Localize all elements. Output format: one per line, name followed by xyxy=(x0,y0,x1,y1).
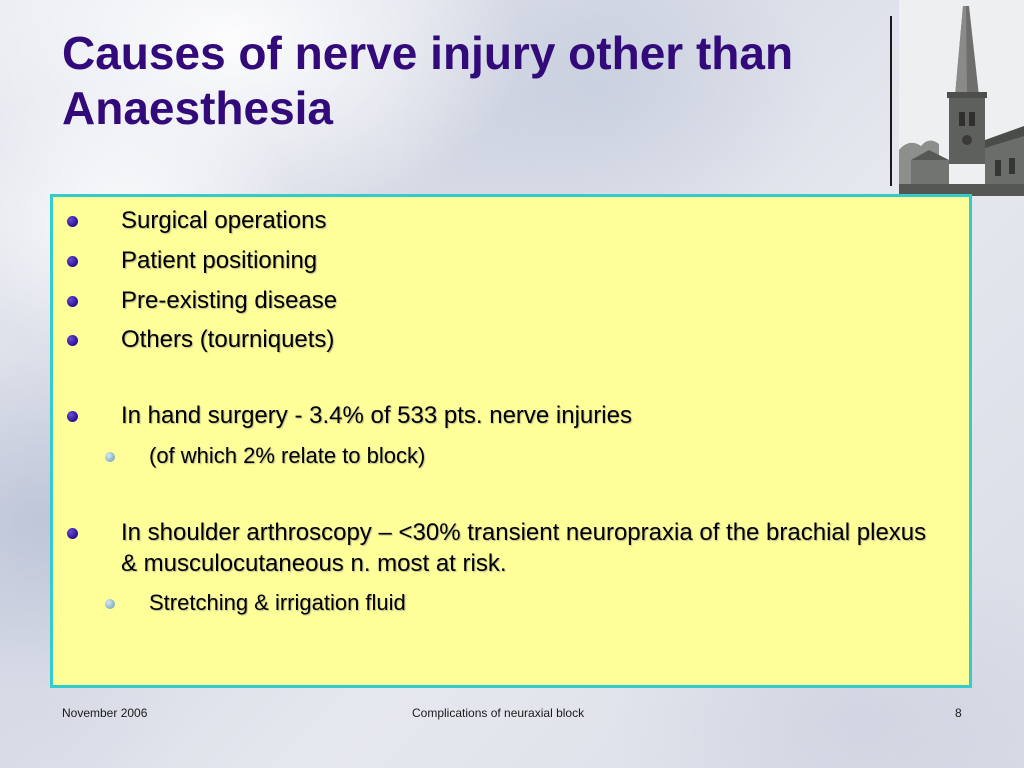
church-spire-photo xyxy=(899,0,1024,196)
sub-bullet-item xyxy=(105,442,945,470)
bullet-text: In shoulder arthroscopy – <30% transient neuropraxia of the brachial plexus & musculocutaneous n. most at risk. xyxy=(121,519,927,577)
sub-bullet-icon xyxy=(105,452,115,462)
bullet-icon xyxy=(67,335,78,346)
page-number: 8 xyxy=(955,706,962,720)
bullet-icon xyxy=(67,256,78,267)
bullet-icon xyxy=(67,528,78,539)
bullet-item xyxy=(67,245,947,276)
sub-bullet-text: Stretching & irrigation fluid xyxy=(149,590,406,615)
bullet-text: Pre-existing disease xyxy=(121,287,338,314)
footer-title: Complications of neuraxial block xyxy=(412,706,585,720)
bullet-item xyxy=(67,517,947,579)
sub-bullet-text: (of which 2% relate to block) xyxy=(149,443,426,468)
title-divider xyxy=(890,16,892,186)
bullet-item xyxy=(67,324,947,355)
sub-bullet-icon xyxy=(105,599,115,609)
bullet-item xyxy=(67,400,947,431)
bullet-icon xyxy=(67,296,78,307)
bullet-text: Others (tourniquets) xyxy=(121,326,335,353)
sub-bullet-item xyxy=(105,589,945,617)
bullet-icon xyxy=(67,216,78,227)
bullet-text: In hand surgery - 3.4% of 533 pts. nerve injuries xyxy=(121,402,632,429)
bullet-item xyxy=(67,285,947,316)
slide-title: Causes of nerve injury other than Anaesthesia xyxy=(62,27,794,134)
footer-date: November 2006 xyxy=(62,706,148,720)
bullet-text: Patient positioning xyxy=(121,247,318,274)
bullet-item xyxy=(67,205,947,236)
bullet-icon xyxy=(67,411,78,422)
content-box xyxy=(50,194,972,688)
bullet-text: Surgical operations xyxy=(121,207,327,234)
